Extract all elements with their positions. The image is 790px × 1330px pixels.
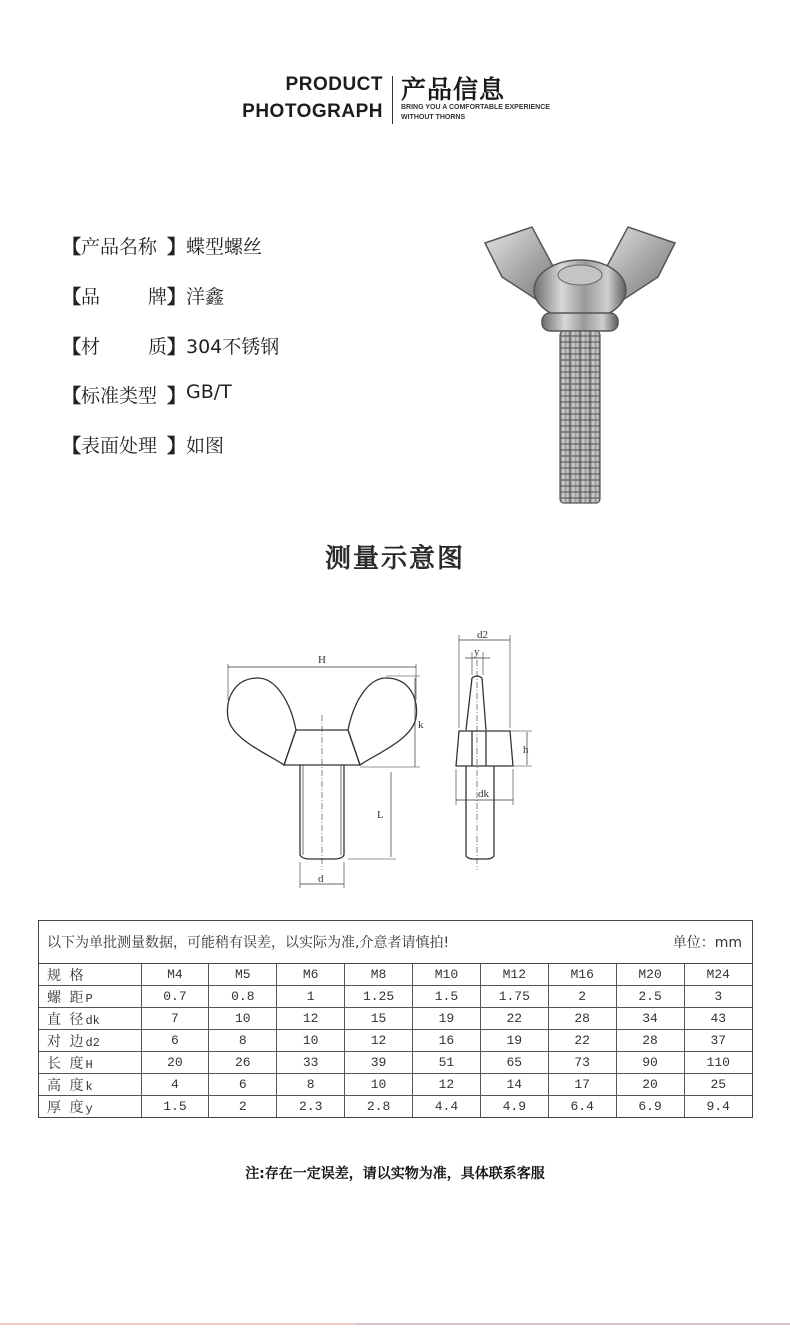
table-cell: 9.4	[684, 1096, 752, 1118]
table-cell: 7	[141, 1008, 209, 1030]
spec-table-grid	[39, 964, 752, 1117]
table-cell: 6	[209, 1074, 277, 1096]
bracket-open: 【	[62, 286, 82, 308]
table-cell: 8	[277, 1074, 345, 1096]
row-label-text: 高 度	[47, 1077, 86, 1094]
bracket-close: 】	[166, 385, 186, 407]
table-row	[39, 1074, 752, 1096]
dim-label-h: h	[523, 744, 529, 756]
info-label-text: 材	[81, 336, 101, 358]
row-symbol: H	[85, 1057, 93, 1072]
bracket-open: 【	[62, 435, 82, 457]
table-cell: 39	[345, 1052, 413, 1074]
header-en-line2: PHOTOGRAPH	[242, 101, 383, 122]
table-cell: 4	[141, 1074, 209, 1096]
table-cell: 1.75	[480, 986, 548, 1008]
table-cell: 2	[209, 1096, 277, 1118]
table-cell: 17	[548, 1074, 616, 1096]
table-cell: 12	[413, 1074, 481, 1096]
info-value: 蝶型螺丝	[186, 236, 263, 258]
table-cell: M4	[141, 964, 209, 986]
bracket-close: 】	[166, 336, 186, 358]
row-label-text: 对 边	[47, 1033, 86, 1050]
table-cell: 25	[684, 1074, 752, 1096]
row-label	[39, 1030, 141, 1052]
info-label	[62, 332, 186, 359]
table-cell: 10	[209, 1008, 277, 1030]
bracket-close: 】	[166, 286, 186, 308]
bracket-open: 【	[62, 336, 82, 358]
row-label-text: 长 度	[47, 1055, 86, 1072]
table-cell: 2	[548, 986, 616, 1008]
dim-label-H: H	[318, 654, 326, 666]
dim-label-d2: d2	[477, 630, 488, 641]
table-cell: M16	[548, 964, 616, 986]
table-cell: 2.8	[345, 1096, 413, 1118]
side-view	[456, 676, 513, 859]
table-cell: M12	[480, 964, 548, 986]
dim-label-L: L	[377, 809, 384, 821]
info-row-surface	[62, 431, 224, 458]
table-cell: 1.25	[345, 986, 413, 1008]
table-cell: 90	[616, 1052, 684, 1074]
table-cell: 19	[480, 1030, 548, 1052]
info-row-material	[62, 332, 279, 359]
row-label-text: 直 径	[47, 1011, 86, 1028]
table-cell: 8	[209, 1030, 277, 1052]
info-label-text: 标准类型	[81, 385, 158, 407]
row-label	[39, 964, 141, 986]
table-cell: 28	[616, 1030, 684, 1052]
table-cell: 22	[548, 1030, 616, 1052]
row-label-text: 螺 距	[47, 989, 86, 1006]
dim-label-dk: dk	[478, 788, 489, 800]
header-en-line1: PRODUCT	[285, 74, 383, 95]
table-cell: 19	[413, 1008, 481, 1030]
info-label-text: 产品名称	[81, 236, 158, 258]
table-cell: 1.5	[141, 1096, 209, 1118]
table-cell: M20	[616, 964, 684, 986]
table-cell: 33	[277, 1052, 345, 1074]
spec-table	[38, 920, 753, 1118]
table-cell: M8	[345, 964, 413, 986]
row-label	[39, 1008, 141, 1030]
table-cell: M6	[277, 964, 345, 986]
row-label-text: 规 格	[47, 967, 86, 984]
table-cell: 1.5	[413, 986, 481, 1008]
table-cell: 10	[277, 1030, 345, 1052]
table-cell: 4.4	[413, 1096, 481, 1118]
row-symbol: dk	[85, 1013, 100, 1028]
table-cell: 12	[345, 1030, 413, 1052]
table-cell: 73	[548, 1052, 616, 1074]
info-row-brand	[62, 282, 224, 309]
table-cell: 1	[277, 986, 345, 1008]
table-cell: 6.9	[616, 1096, 684, 1118]
spec-table-unit: 单位：mm	[672, 935, 742, 951]
front-view	[227, 678, 416, 859]
table-cell: 16	[413, 1030, 481, 1052]
info-label-text: 表面处理	[81, 435, 158, 457]
row-label-text: 厚 度	[47, 1099, 86, 1116]
table-row	[39, 1008, 752, 1030]
footnote: 注:存在一定误差，请以实物为准，具体联系客服	[245, 1166, 545, 1182]
product-photo	[480, 215, 680, 510]
table-cell: 51	[413, 1052, 481, 1074]
info-label	[62, 232, 186, 259]
measurement-diagram	[220, 630, 550, 895]
row-label	[39, 1096, 141, 1118]
table-row	[39, 986, 752, 1008]
row-symbol: y	[85, 1101, 93, 1116]
table-row	[39, 1096, 752, 1118]
row-symbol: k	[85, 1079, 93, 1094]
info-value: GB/T	[186, 381, 232, 403]
header-cn-title: 产品信息	[401, 75, 506, 104]
info-value: 如图	[186, 435, 225, 457]
bracket-open: 【	[62, 385, 82, 407]
info-label	[62, 381, 186, 408]
table-row	[39, 964, 752, 986]
bottom-divider	[0, 1323, 790, 1325]
table-cell: 26	[209, 1052, 277, 1074]
info-label-text-2: 质	[147, 336, 167, 358]
table-cell: 10	[345, 1074, 413, 1096]
header-subtitle	[401, 103, 550, 123]
dim-label-k: k	[418, 719, 424, 731]
dim-label-d: d	[318, 873, 324, 885]
table-cell: M5	[209, 964, 277, 986]
spec-table-note: 以下为单批测量数据，可能稍有误差，以实际为准,介意者请慎拍!	[47, 935, 450, 951]
row-label	[39, 986, 141, 1008]
bracket-close: 】	[166, 435, 186, 457]
info-label	[62, 431, 186, 458]
table-cell: 0.7	[141, 986, 209, 1008]
bracket-close: 】	[166, 236, 186, 258]
table-cell: M24	[684, 964, 752, 986]
table-cell: 2.5	[616, 986, 684, 1008]
table-cell: 22	[480, 1008, 548, 1030]
table-cell: 3	[684, 986, 752, 1008]
bracket-open: 【	[62, 236, 82, 258]
table-cell: 28	[548, 1008, 616, 1030]
dim-label-y: y	[474, 646, 480, 658]
info-label-text: 品	[81, 286, 101, 308]
table-cell: 6.4	[548, 1096, 616, 1118]
header-subtitle-line2: WITHOUT THORNS	[401, 114, 466, 121]
spec-table-note-row	[39, 921, 752, 964]
header-divider	[392, 76, 393, 124]
row-label	[39, 1074, 141, 1096]
table-cell: 0.8	[209, 986, 277, 1008]
table-cell: 65	[480, 1052, 548, 1074]
table-cell: 37	[684, 1030, 752, 1052]
table-cell: 12	[277, 1008, 345, 1030]
info-value: 304不锈钢	[186, 336, 280, 358]
table-cell: 20	[616, 1074, 684, 1096]
table-cell: 2.3	[277, 1096, 345, 1118]
info-label	[62, 282, 186, 309]
table-cell: 20	[141, 1052, 209, 1074]
table-cell: 4.9	[480, 1096, 548, 1118]
row-symbol: P	[85, 991, 93, 1006]
table-cell: 43	[684, 1008, 752, 1030]
table-cell: 34	[616, 1008, 684, 1030]
row-symbol: d2	[85, 1035, 100, 1050]
info-label-text-2: 牌	[147, 286, 167, 308]
header-subtitle-line1: BRING YOU A COMFORTABLE EXPERIENCE	[401, 104, 550, 111]
table-cell: 15	[345, 1008, 413, 1030]
table-cell: M10	[413, 964, 481, 986]
row-label	[39, 1052, 141, 1074]
info-row-standard	[62, 381, 232, 408]
section-title: 测量示意图	[324, 544, 465, 574]
table-cell: 6	[141, 1030, 209, 1052]
table-row	[39, 1052, 752, 1074]
table-cell: 110	[684, 1052, 752, 1074]
table-row	[39, 1030, 752, 1052]
table-cell: 14	[480, 1074, 548, 1096]
info-row-name	[62, 232, 262, 259]
info-value: 洋鑫	[186, 286, 225, 308]
